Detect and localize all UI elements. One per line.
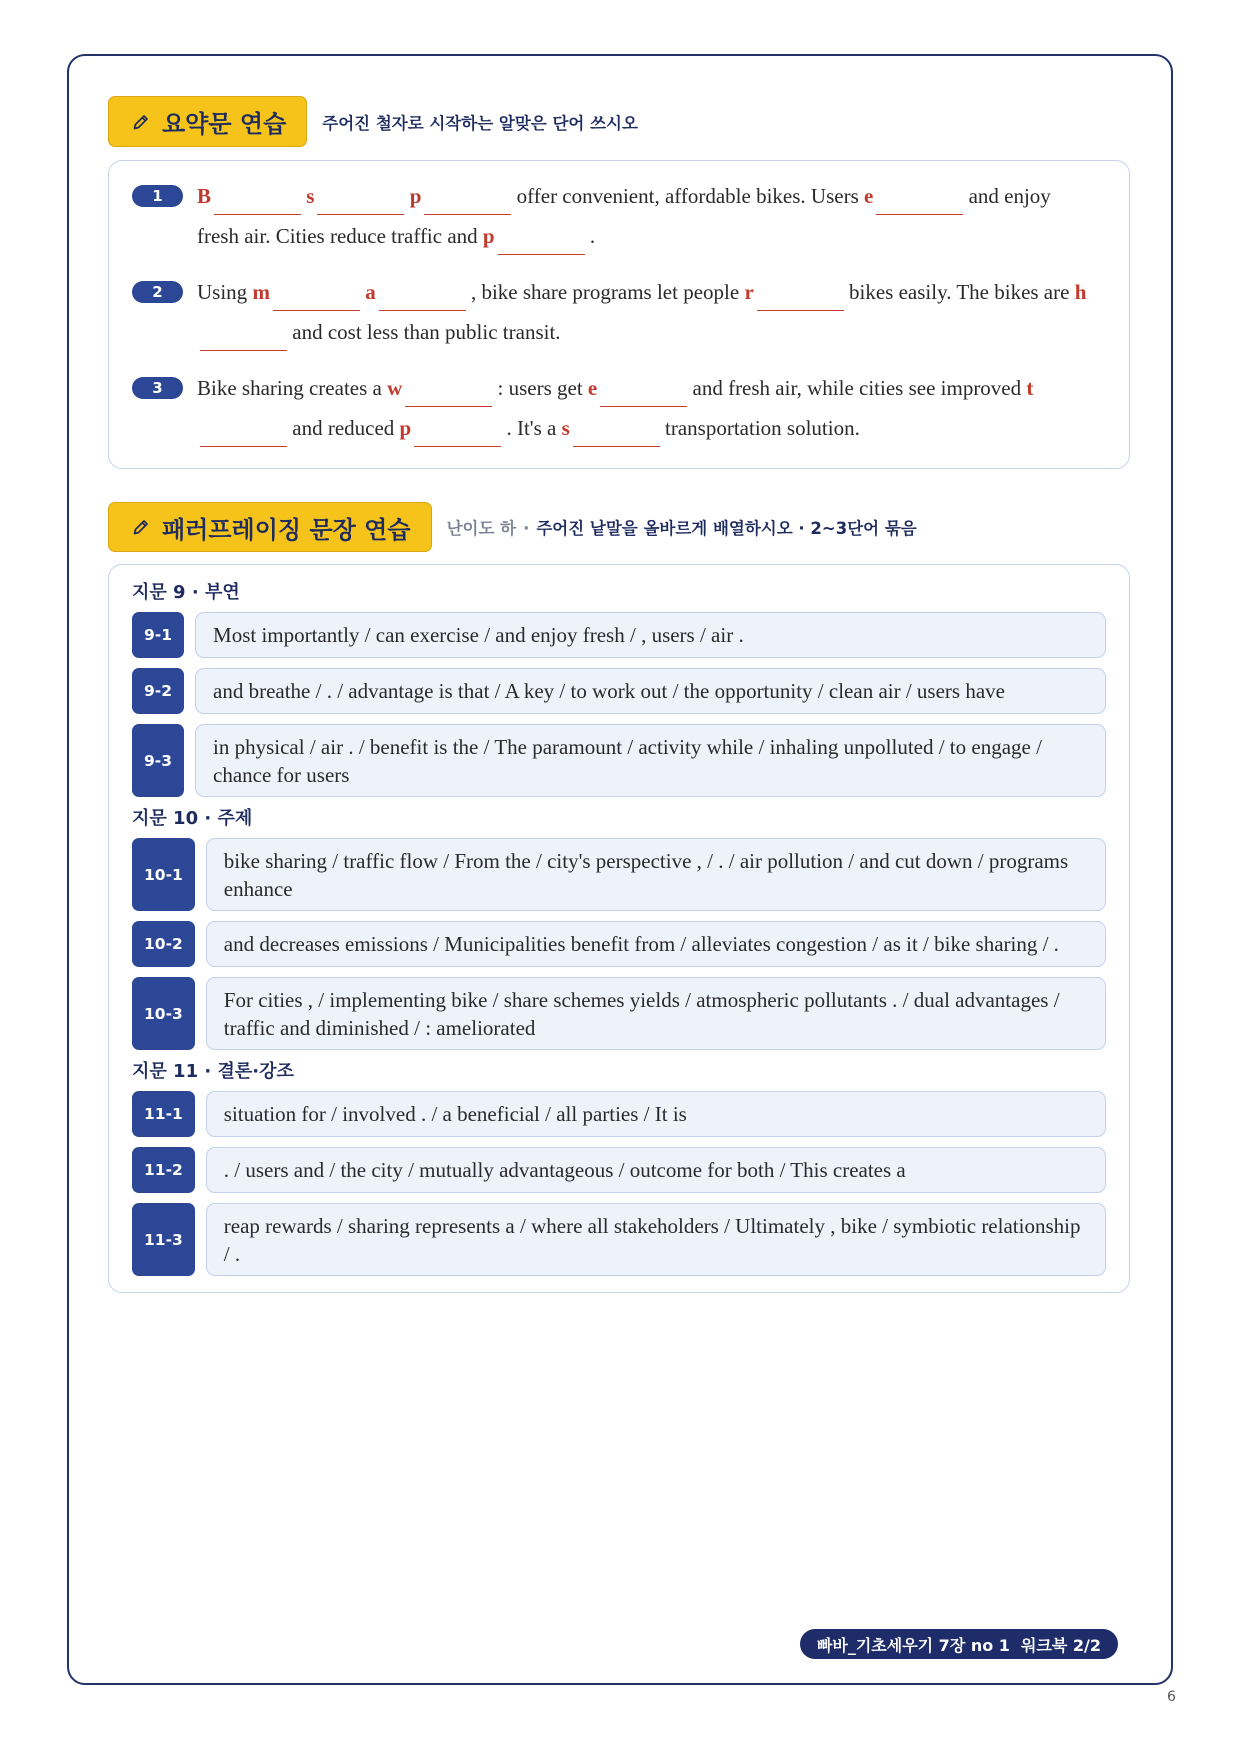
section-instruction: [447, 515, 917, 539]
sentence-text: Bike sharing creates a: [197, 376, 382, 400]
sentence-text: Using: [197, 280, 248, 304]
passage-heading: 지문 9 · 부연: [132, 582, 240, 603]
item-number-badge: 1: [132, 185, 183, 207]
answer-blank: [424, 191, 511, 215]
answer-blank: [200, 327, 287, 351]
summary-item: [132, 176, 1098, 256]
question-number-badge: 11-2: [132, 1147, 195, 1193]
summary-title-tag: [108, 96, 307, 147]
sentence-text: and fresh air, while cities see improved: [692, 376, 1022, 400]
item-number-badge: 2: [132, 281, 183, 303]
summary-item: [132, 272, 1098, 352]
scrambled-words: For cities , / implementing bike / share schemes yields / atmospheric pollutants . / dual advantages / traffic and diminished / : ameliorated: [206, 977, 1106, 1050]
item-number-badge: 3: [132, 377, 183, 399]
summary-section-header: [108, 96, 1130, 147]
scramble-row: [132, 668, 1106, 714]
summary-sentence: [197, 368, 1097, 448]
sentence-text: : users get: [497, 376, 583, 400]
sentence-text: .: [589, 224, 596, 248]
workbook-title: 빠바_기초세우기 7장 no 1: [816, 1635, 1010, 1655]
paraphrase-title-tag: [108, 502, 432, 552]
separator-dot: ·: [523, 519, 530, 538]
answer-blank: [405, 383, 492, 407]
sentence-text: bikes easily. The bikes are: [849, 280, 1070, 304]
hint-letter: p: [409, 184, 422, 208]
sentence-text: offer convenient, affordable bikes. Users: [516, 184, 859, 208]
summary-sentence: [197, 176, 1097, 256]
answer-blank: [214, 191, 301, 215]
answer-blank: [573, 423, 660, 447]
page-number: 6: [1167, 1689, 1176, 1705]
hint-letter: p: [399, 416, 412, 440]
question-number-badge: 10-2: [132, 921, 195, 967]
sentence-text: and enjoy fresh air. Cities reduce traffic and: [197, 184, 1051, 248]
passage-heading: 지문 11 · 결론·강조: [132, 1061, 294, 1082]
question-number-badge: 11-3: [132, 1203, 195, 1276]
hint-letter: h: [1074, 280, 1087, 304]
sentence-text: and reduced: [292, 416, 395, 440]
question-number-badge: 11-1: [132, 1091, 195, 1137]
hint-letter: m: [252, 280, 270, 304]
scramble-row: [132, 1091, 1106, 1137]
scrambled-words: . / users and / the city / mutually advantageous / outcome for both / This creates a: [206, 1147, 1106, 1193]
answer-blank: [757, 287, 844, 311]
question-number-badge: 9-3: [132, 724, 184, 797]
hint-letter: s: [561, 416, 570, 440]
scrambled-words: situation for / involved . / a beneficial / all parties / It is: [206, 1091, 1106, 1137]
answer-blank: [317, 191, 404, 215]
hint-letter: p: [482, 224, 495, 248]
instruction-text: 주어진 낱말을 올바르게 배열하시오 · 2~3단어 묶음: [536, 519, 917, 538]
sentence-text: , bike share programs let people: [470, 280, 740, 304]
answer-blank: [498, 231, 585, 255]
pencil-icon: [131, 517, 151, 537]
scrambled-words: and decreases emissions / Municipalities benefit from / alleviates congestion / as it / bike sharing / .: [206, 921, 1106, 967]
hint-letter: e: [587, 376, 598, 400]
scramble-row: [132, 921, 1106, 967]
question-number-badge: 10-3: [132, 977, 195, 1050]
answer-blank: [379, 287, 466, 311]
paraphrase-list: [108, 564, 1130, 1293]
summary-list: [108, 160, 1130, 469]
answer-blank: [876, 191, 963, 215]
question-number-badge: 9-2: [132, 668, 184, 714]
hint-letter: a: [365, 280, 376, 304]
scrambled-words: in physical / air . / benefit is the / The paramount / activity while / inhaling unpolluted / to engage / chance for users: [195, 724, 1106, 797]
answer-blank: [273, 287, 360, 311]
hint-letter: t: [1026, 376, 1034, 400]
question-number-badge: 10-1: [132, 838, 195, 911]
scramble-row: [132, 838, 1106, 911]
scrambled-words: bike sharing / traffic flow / From the / city's perspective , / . / air pollution / and cut down / programs enhance: [206, 838, 1106, 911]
hint-letter: w: [387, 376, 403, 400]
answer-blank: [600, 383, 687, 407]
hint-letter: e: [864, 184, 874, 208]
sentence-text: transportation solution.: [665, 416, 860, 440]
scrambled-words: Most importantly / can exercise / and enjoy fresh / , users / air .: [195, 612, 1106, 658]
difficulty-label: 난이도 하: [446, 519, 517, 538]
workbook-part: 워크북 2/2: [1020, 1635, 1101, 1655]
scramble-row: [132, 724, 1106, 797]
paraphrase-section-header: [108, 502, 1130, 552]
scramble-row: [132, 1203, 1106, 1276]
hint-letter: B: [197, 184, 212, 208]
answer-blank: [414, 423, 501, 447]
pencil-icon: [131, 112, 151, 132]
section-title: 요약문 연습: [162, 110, 287, 138]
scramble-row: [132, 977, 1106, 1050]
passage-heading: 지문 10 · 주제: [132, 808, 253, 829]
section-instruction: 주어진 철자로 시작하는 알맞은 단어 쓰시오: [322, 113, 638, 133]
sentence-text: . It's a: [506, 416, 557, 440]
footer-badge: [800, 1629, 1118, 1659]
scramble-row: [132, 1147, 1106, 1193]
scrambled-words: and breathe / . / advantage is that / A key / to work out / the opportunity / clean air / users have: [195, 668, 1106, 714]
hint-letter: s: [306, 184, 315, 208]
sentence-text: and cost less than public transit.: [292, 320, 561, 344]
summary-item: [132, 368, 1098, 448]
worksheet-content: [108, 96, 1130, 1293]
section-title: 패러프레이징 문장 연습: [162, 515, 411, 544]
answer-blank: [200, 423, 287, 447]
scrambled-words: reap rewards / sharing represents a / where all stakeholders / Ultimately , bike / symbiotic relationship / .: [206, 1203, 1106, 1276]
summary-sentence: [197, 272, 1097, 352]
hint-letter: r: [744, 280, 754, 304]
scramble-row: [132, 612, 1106, 658]
question-number-badge: 9-1: [132, 612, 184, 658]
